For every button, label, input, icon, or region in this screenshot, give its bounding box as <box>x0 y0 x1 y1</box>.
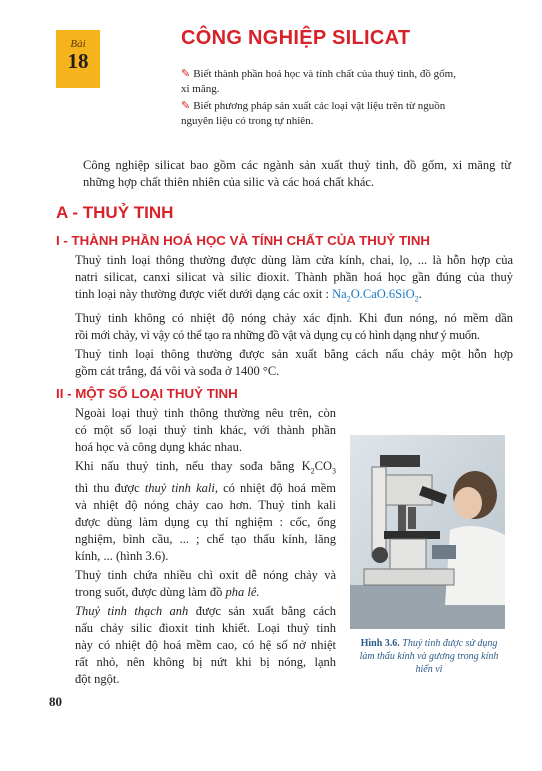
lesson-badge <box>56 30 100 88</box>
intro-paragraph: Công nghiệp silicat bao gồm các ngành sản xuất thuỷ tinh, đồ gốm, xi măng từ những hợp chất thiên nhiên của silic và các hoá chất khác. <box>83 158 511 189</box>
figure-caption: Hình 3.6. Thuỷ tinh được sử dụng làm thấu kính và gương trong kính hiển vi <box>359 638 499 675</box>
glass-formula: $Na_2O.CaO.6SiO_2$ <box>332 287 419 304</box>
figure-label: Hình 3.6. <box>360 638 400 649</box>
page-number: 80 <box>49 694 62 709</box>
lesson-label: Bài <box>70 38 86 50</box>
pencil-icon: ✎ <box>181 68 191 80</box>
section-2-text: Ngoài loại thuỷ tinh thông thường nêu trên, còn có một số loại thuỷ tinh khác, với thành phần hoá học và công dụng khác nhau. Khi nấu thuỷ tinh, nếu thay sođa bằng $K_2CO_3$ thì thu được thuỷ tinh kali, có nhiệt độ hoá mềm và nhiệt độ nóng chảy cao hơn. Thuỷ tinh kali được dùng làm dụng cụ thí nghiệm : cốc, ống nghiệm, bình cầu, ... ; chế tạo thấu kính, lăng kính, ... (hình 3.6). Thuỷ tinh chứa nhiều chì oxit dễ nóng chảy và trong suốt, được dùng làm đồ pha lê. Thuỷ tinh thạch anh được sản xuất bằng cách nấu chảy silic đioxit tinh khiết. Loại thuỷ tinh này có nhiệt độ hoá mềm cao, có hệ số nở nhiệt rất nhỏ, nên không bị nứt khi bị nóng, lạnh đột ngột. <box>75 406 337 686</box>
pencil-icon: ✎ <box>181 100 191 112</box>
objective-1: ✎ Biết thành phần hoá học và tính chất của thuỷ tinh, đồ gốm, xi măng. <box>181 68 456 95</box>
section-1-text: Thuỷ tinh loại thông thường được dùng làm cửa kính, chai, lọ, ... là hỗn hợp của natri silicat, canxi silicat và silic đioxit. Thành phần hoá học gần đúng của thuỷ tinh loại này thường được viết dưới dạng các oxit : $Na_2O.CaO.6SiO_2$. Thuỷ tinh không có nhiệt độ nóng chảy xác định. Khi đun nóng, nó mềm dần rồi mới chảy, vì vậy có thể tạo ra những đồ vật và dụng cụ có hình dạng như ý muốn. Thuỷ tinh loại thông thường được sản xuất bằng cách nấu chảy một hỗn hợp gồm cát trắng, đá vôi và sođa ở 1400 °C. <box>75 253 513 378</box>
section-heading-a: A - THUỶ TINH <box>56 203 174 222</box>
microscope-photo <box>350 435 505 629</box>
lesson-title: CÔNG NGHIỆP SILICAT <box>181 27 411 49</box>
objective-2: ✎ Biết phương pháp sản xuất các loại vật liệu trên từ nguồn nguyên liệu có trong tự nhiên. <box>181 100 446 127</box>
section-heading-1: I - THÀNH PHẦN HOÁ HỌC VÀ TÍNH CHẤT CỦA THUỶ TINH <box>56 233 431 248</box>
section-heading-2: II - MỘT SỐ LOẠI THUỶ TINH <box>56 386 238 401</box>
lesson-number: 18 <box>67 49 89 73</box>
